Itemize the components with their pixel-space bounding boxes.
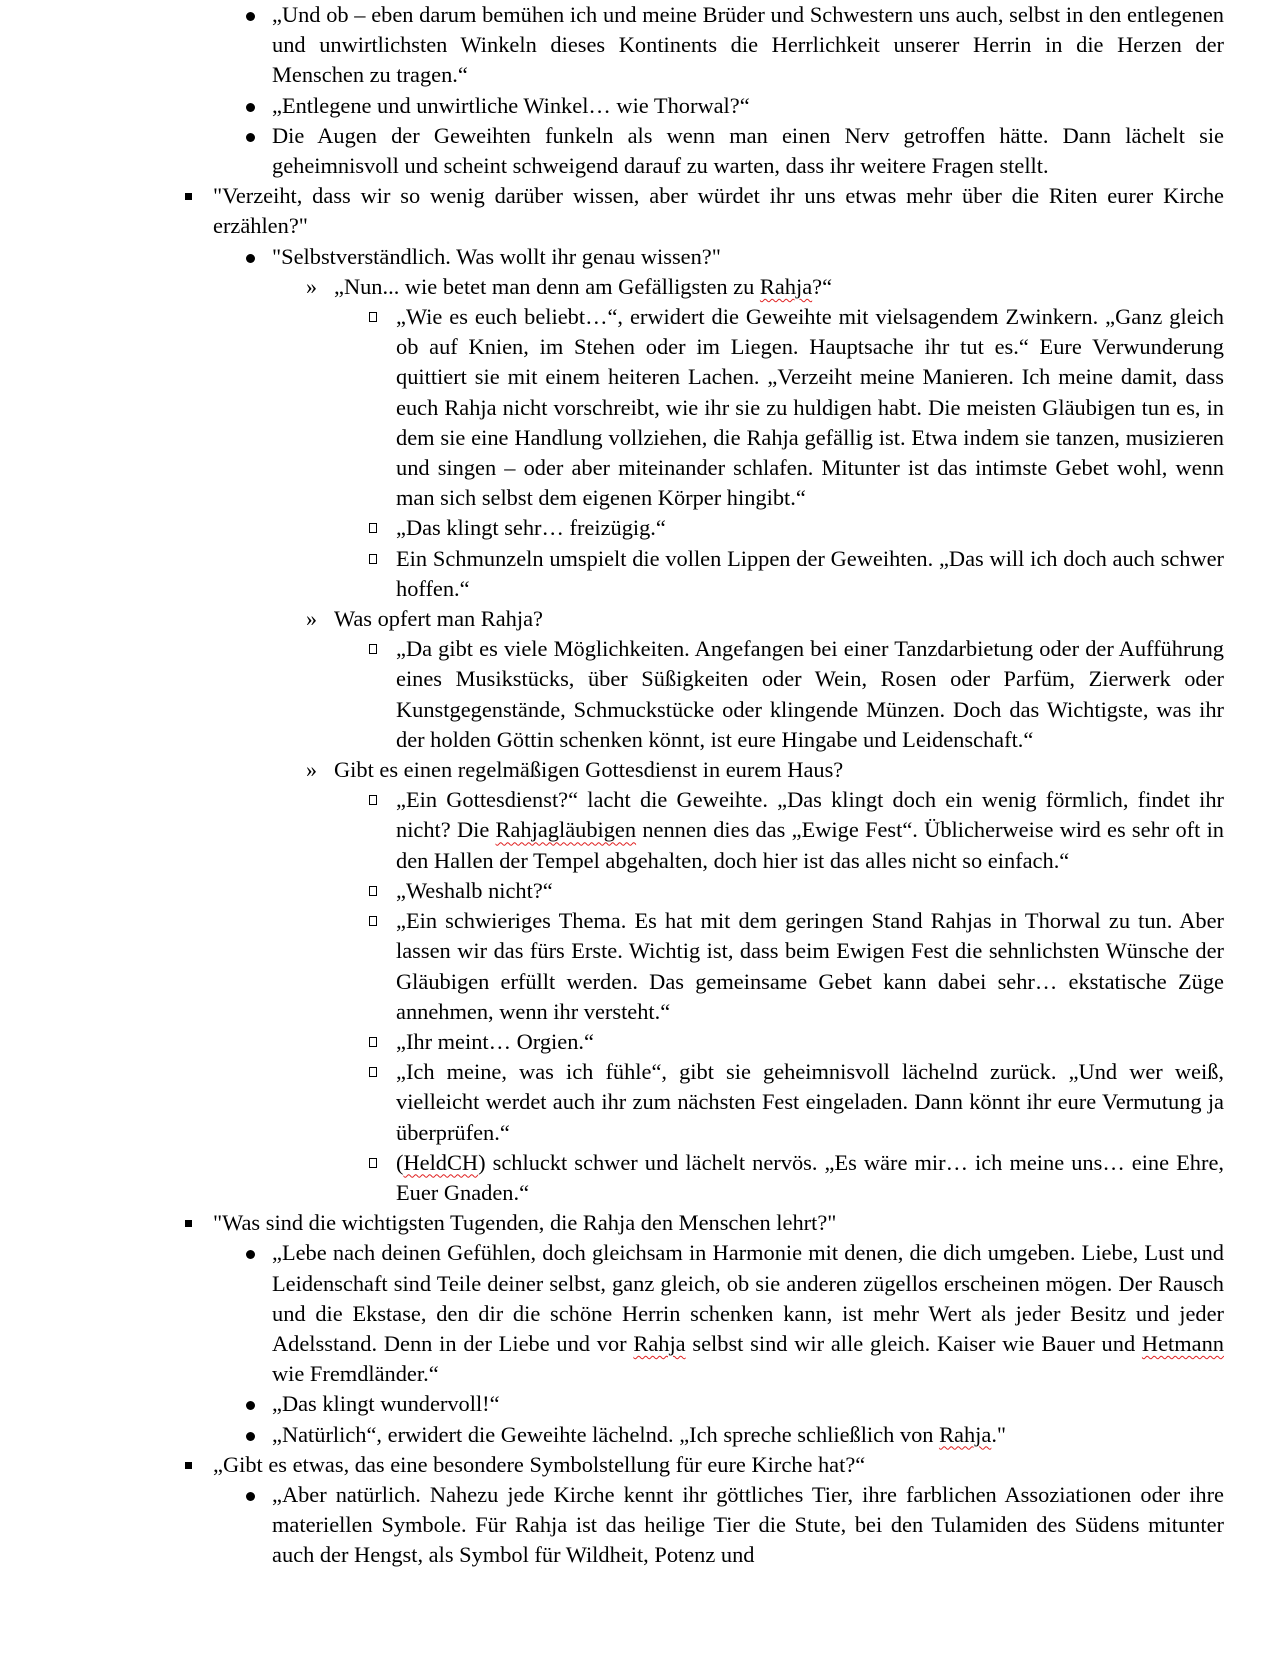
spellcheck-word[interactable]: Rahja (633, 1330, 686, 1356)
list-item (272, 91, 1224, 121)
item-text: „Ihr meint… Orgien.“ (396, 1028, 594, 1054)
list-item (396, 876, 1224, 906)
list-item (272, 1389, 1224, 1419)
text-segment: ( (396, 1149, 404, 1175)
spellcheck-word[interactable]: Rahja (759, 273, 813, 299)
text-segment: nennen dies das „Ewige Fest“. Üblicherweise wird es sehr oft in den Hallen der Tempel abgehalten, doch hier ist das alles nicht so einfach.“ (396, 817, 1225, 873)
list-item (213, 1450, 1224, 1480)
list-item (396, 302, 1224, 513)
item-text: „Und ob – eben darum bemühen ich und meine Brüder und Schwestern uns auch, selbst in den entlegenen und unwirtlichsten Winkeln dieses Kontinents die Herrlichkeit unserer Herrin in die Herzen der Menschen zu tragen.“ (272, 2, 1224, 88)
item-text: „Entlegene und unwirtliche Winkel… wie Thorwal?“ (272, 92, 750, 118)
spellcheck-word[interactable]: Rahja (939, 1421, 992, 1447)
list-item (396, 1057, 1224, 1148)
item-text (272, 1420, 1224, 1450)
item-text: "Verzeiht, dass wir so wenig darüber wissen, aber würdet ihr uns etwas mehr über die Riten eurer Kirche erzählen?" (213, 183, 1224, 239)
item-text: Was opfert man Rahja? (334, 606, 543, 632)
item-text: „Wie es euch beliebt…“, erwidert die Geweihte mit vielsagendem Zwinkern. „Ganz gleich ob auf Knien, im Stehen oder im Liegen. Hauptsache ihr tut es.“ Eure Verwunderung quittiert sie mit einem heiteren Lachen. „Verzeiht meine Manieren. Ich meine damit, dass euch Rahja nicht vorschreibt, wie ihr sie zu huldigen habt. Die meisten Gläubigen tun es, in dem sie eine Handlung vollziehen, die Rahja gefällig ist. Etwa indem sie tanzen, musizieren und singen – oder aber miteinander schlafen. Mitunter ist das intimste Gebet wohl, wenn man sich selbst dem eigenen Körper hingibt.“ (396, 304, 1224, 511)
item-text: „Das klingt sehr… freizügig.“ (396, 515, 666, 541)
text-segment: „Natürlich“, erwidert die Geweihte lächelnd. „Ich spreche schließlich von (272, 1421, 940, 1447)
item-text (396, 785, 1224, 876)
item-text: „Ich meine, was ich fühle“, gibt sie geheimnisvoll lächelnd zurück. „Und wer weiß, vielleicht werdet auch ihr zum nächsten Fest eingeladen. Dann könnt ihr eure Vermutung ja überprüfen.“ (396, 1059, 1224, 1145)
text-segment: ?“ (812, 273, 833, 299)
list-item (213, 1208, 1224, 1238)
item-text: "Was sind die wichtigsten Tugenden, die Rahja den Menschen lehrt?" (213, 1210, 837, 1236)
spellcheck-word[interactable]: Hetmann (1141, 1330, 1224, 1356)
item-text (396, 1148, 1224, 1208)
list-item (272, 1420, 1224, 1450)
list-item (272, 1238, 1224, 1389)
spellcheck-word[interactable]: Rahjagläubigen (495, 817, 637, 843)
text-segment: selbst sind wir alle gleich. Kaiser wie Bauer und (685, 1330, 1142, 1356)
list-item (396, 785, 1224, 876)
list-item (396, 1148, 1224, 1208)
item-text: „Ein schwieriges Thema. Es hat mit dem geringen Stand Rahjas in Thorwal zu tun. Aber lassen wir das fürs Erste. Wichtig ist, dass beim Ewigen Fest die sehnlichsten Wünsche der Gläubigen erfüllt werden. Das gemeinsame Gebet kann dabei sehr… ekstatische Züge annehmen, wenn ihr versteht.“ (396, 908, 1224, 1024)
item-text (334, 272, 1224, 302)
item-text: „Weshalb nicht?“ (396, 877, 553, 903)
list-item: » Was opfert man Rahja? (334, 604, 1224, 634)
item-text: „Gibt es etwas, das eine besondere Symbolstellung für eure Kirche hat?“ (213, 1451, 866, 1477)
item-text: „Aber natürlich. Nahezu jede Kirche kennt ihr göttliches Tier, ihre farblichen Assoziationen oder ihre materiellen Symbole. Für Rahja ist das heilige Tier die Stute, bei den Tulamiden des Südens mitunter auch der Hengst, als Symbol für Wildheit, Potenz und (272, 1481, 1224, 1568)
text-segment: „Nun... wie betet man denn am Gefälligsten zu (334, 273, 760, 299)
list-item (272, 1480, 1224, 1571)
text-segment: wie Fremdländer.“ (272, 1361, 439, 1387)
text-segment: „Lebe nach deinen Gefühlen, doch gleichsam in Harmonie mit denen, die dich umgeben. Liebe, Lust und Leidenschaft sind Teile deiner selbst, ganz gleich, ob sie anderen zügellos erscheinen mögen. Der Rausch und die Ekstase, den dir die schöne Herrin schenken kann, ist mehr Wert als jeder Besitz und jeder Adelsstand. Denn in der Liebe und vor (272, 1240, 1224, 1356)
list-item (272, 242, 1224, 272)
spellcheck-word[interactable]: HeldCH (403, 1149, 479, 1175)
text-segment: ." (991, 1421, 1007, 1447)
item-text: „Da gibt es viele Möglichkeiten. Angefangen bei einer Tanzdarbietung oder der Aufführung eines Musikstücks, über Süßigkeiten oder Wein, Rosen oder Parfüm, Zierwerk oder Kunstgegenstände, Schmuckstücke oder klingende Münzen. Doch das Wichtigste, was ihr der holden Göttin schenken könnt, ist eure Hingabe und Leidenschaft.“ (396, 636, 1224, 752)
list-item (272, 121, 1224, 181)
list-item (396, 544, 1224, 604)
list-item: » „Nun... wie betet man denn am Gefälligsten zu Rahja?“ (334, 272, 1224, 302)
item-text: Gibt es einen regelmäßigen Gottesdienst in eurem Haus? (334, 757, 844, 783)
item-text: Die Augen der Geweihten funkeln als wenn man einen Nerv getroffen hätte. Dann lächelt sie geheimnisvoll und scheint schweigend darauf zu warten, dass ihr weitere Fragen stellt. (272, 122, 1224, 179)
list-item (272, 0, 1224, 91)
list-item (396, 634, 1224, 755)
item-text (272, 1238, 1224, 1389)
text-segment: ) schluckt schwer und lächelt nervös. „Es wäre mir… ich meine uns… eine Ehre, Euer Gnaden.“ (396, 1149, 1224, 1205)
text-segment: „Ein Gottesdienst?“ lacht die Geweihte. „Das klingt doch ein wenig förmlich, findet ihr nicht? Die (396, 787, 1224, 843)
list-item (396, 513, 1224, 543)
item-text: „Das klingt wundervoll!“ (272, 1391, 500, 1417)
list-item (213, 181, 1224, 241)
list-item (396, 906, 1224, 1027)
list-item (396, 1027, 1224, 1057)
item-text: "Selbstverständlich. Was wollt ihr genau wissen?" (272, 243, 721, 269)
item-text: Ein Schmunzeln umspielt die vollen Lippen der Geweihten. „Das will ich doch auch schwer hoffen.“ (396, 545, 1224, 601)
list-item: » Gibt es einen regelmäßigen Gottesdienst in eurem Haus? (334, 755, 1224, 785)
